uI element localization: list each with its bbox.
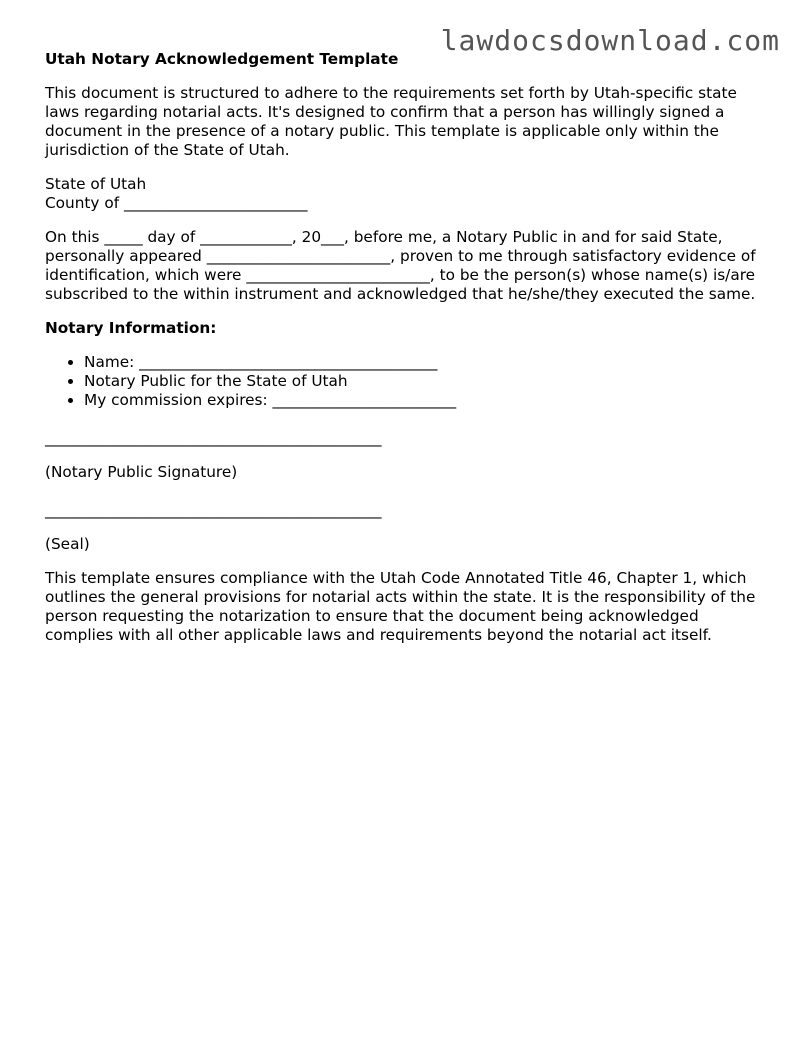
notary-info-heading: Notary Information: (45, 319, 217, 337)
notary-commission-item: • My commission expires: ________________________ (84, 391, 770, 410)
notary-name-item: • Name: _______________________________________ (84, 353, 770, 372)
document-title: Utah Notary Acknowledgement Template (45, 50, 399, 68)
acknowledgement-paragraph: On this _____ day of ____________, 20___, before me, a Notary Public in and for said State, personally appeared ________________________, proven to me through satisfactory evidence of identification, which were ________________________, to be the person(s) whose name(s) is/are subscribed to the within instrument and acknowledged that he/she/they executed the same. (45, 228, 756, 303)
document-body (45, 50, 770, 660)
seal-line: ____________________________________________ (45, 501, 382, 519)
signature-line: ____________________________________________ (45, 429, 382, 447)
intro-paragraph: This document is structured to adhere to the requirements set forth by Utah-specific state laws regarding notarial acts. It's designed to confirm that a person has willingly signed a document in the presence of a notary public. This template is applicable only within the jurisdiction of the State of Utah. (45, 84, 737, 159)
seal-label: (Seal) (45, 535, 90, 553)
watermark: lawdocsdownload.com (440, 24, 780, 57)
signature-label: (Notary Public Signature) (45, 463, 238, 481)
notary-state-item: • Notary Public for the State of Utah (84, 372, 770, 391)
venue-state: State of Utah (45, 175, 147, 193)
venue-block (45, 175, 770, 213)
closing-paragraph: This template ensures compliance with the Utah Code Annotated Title 46, Chapter 1, which outlines the general provisions for notarial acts within the state. It is the responsibility of the person requesting the notarization to ensure that the document being acknowledged complies with all other applicable laws and requirements beyond the notarial act itself. (45, 569, 756, 644)
venue-county: County of ________________________ (45, 194, 308, 212)
notary-info-list (45, 353, 770, 410)
